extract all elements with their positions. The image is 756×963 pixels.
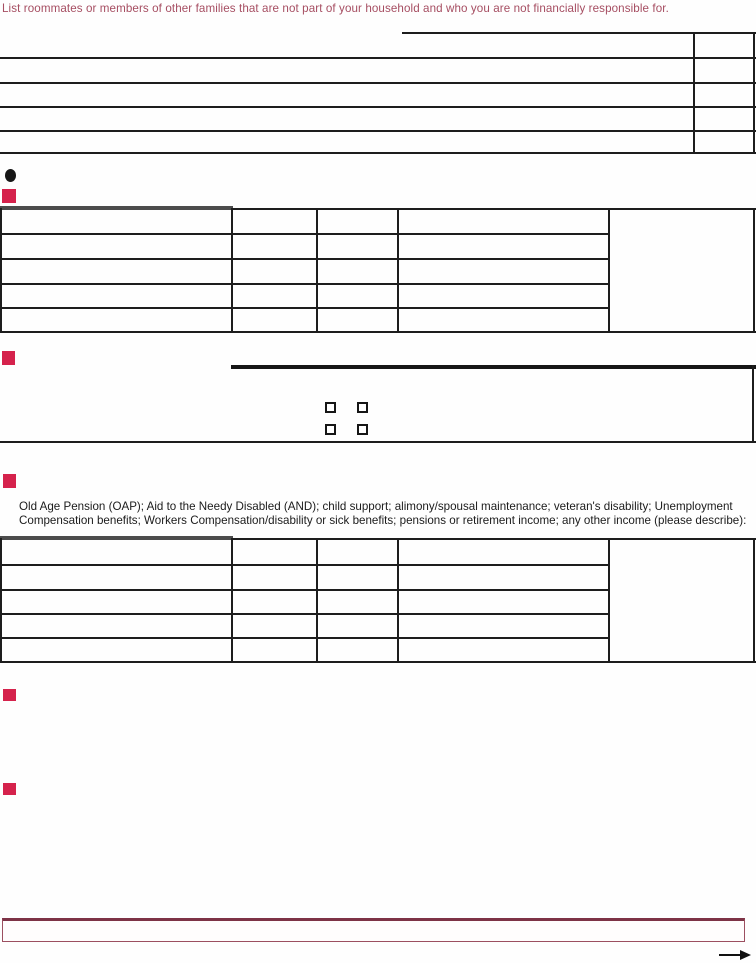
table-line [0,57,756,59]
table-line [0,283,610,285]
table-line [0,130,756,132]
notice-box [2,918,745,942]
table-line [0,589,610,591]
table-line [0,538,2,663]
panel-border [231,365,756,369]
table-line [608,208,610,333]
table-line [0,206,233,210]
income-instructions-text: Old Age Pension (OAP); Aid to the Needy Disabled (AND); child support; alimony/spousal maintenance; veteran's disability; Unemployment Compensation benefits; Workers Compensation/disability or sick benefits; pensions or retirement income; any other income (please describe): [19,500,747,527]
section-marker-icon [3,474,16,488]
table-line [397,538,399,663]
table-line [0,152,756,154]
table-line [316,208,318,333]
table-line [753,538,755,663]
table-line [0,536,233,540]
table-line [231,208,233,333]
table-line [0,637,610,639]
table-line [231,538,756,540]
checkbox[interactable] [325,424,336,435]
table-line [0,661,756,663]
table-line [316,538,318,663]
table-line [231,208,756,210]
checkbox[interactable] [325,402,336,413]
table-line [0,331,756,333]
table-line [753,32,755,154]
table-line [753,208,755,333]
table-line [0,82,756,84]
intro-text: List roommates or members of other families that are not part of your household and who you are not financially responsible for. [2,2,669,15]
table-line [0,258,610,260]
bullet-icon [5,169,16,182]
table-line [231,538,233,663]
table-line [397,208,399,333]
table-line [693,32,695,154]
table-line [0,208,2,333]
table-line [402,32,756,34]
section-marker-icon [2,351,15,365]
table-line [0,613,610,615]
continue-arrow-icon [717,946,753,962]
checkbox[interactable] [357,402,368,413]
table-line [0,233,610,235]
section-marker-icon [3,689,16,701]
table-line [0,307,610,309]
panel-border [0,441,756,443]
table-line [0,106,756,108]
checkbox[interactable] [357,424,368,435]
section-marker-icon [3,783,16,795]
table-line [608,538,610,663]
table-line [0,564,610,566]
panel-border [752,365,754,443]
section-marker-icon [2,189,16,203]
